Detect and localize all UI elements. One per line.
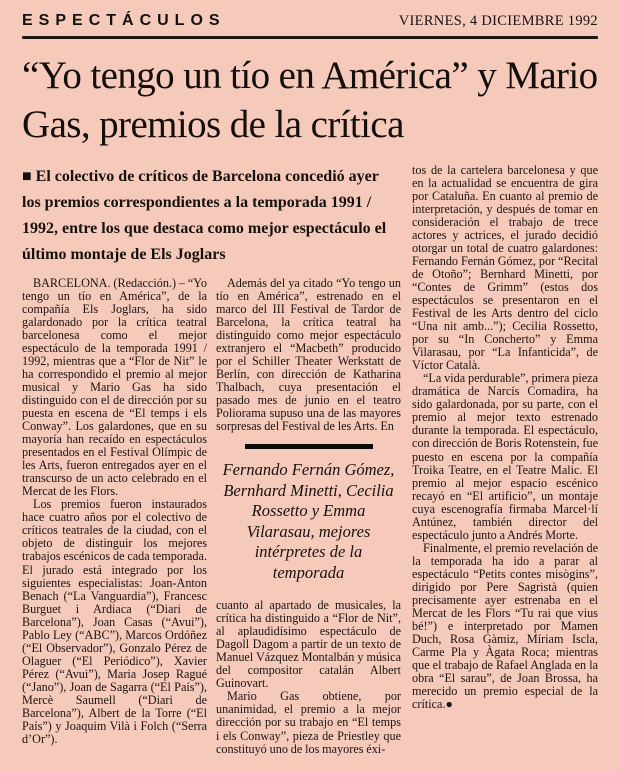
paragraph: “La vida perdurable”, primera pieza dramática de Narcís Comadira, ha sido galardonada, por su parte, con el premio al mejor texto estrenado durante la temporada. El espectáculo, con dirección de Boris Rotenstein, fue puesto en escena por la compañía Troika Teatre, en el Teatre Malic. El premio al mejor espacio escénico recayó en “El artificio”, un montaje cuya escenografía firmaba Marcel·lí Antúnez, también director del espectáculo junto a Andrés Morte. bbox=[412, 371, 598, 542]
paragraph: Los premios fueron instaurados hace cuatro años por el colectivo de críticos teatrales de la ciudad, con el objeto de distinguir los mejores trabajos escénicos de cada temporada. El jurado está integrado por los siguientes especialistas: Joan-Anton Benach (“La Vanguardia”), Francesc Burguet i Ardiaca (“Diari de Barcelona”), Joan Casas (“Avui”), Pablo Ley (“ABC”), Marcos Ordóñez (“El Observador”), Gonzalo Pérez de Olaguer (“El Periódico”), Xavier Pérez (“Avui”), Maria Josep Ragué (“Jano”), Joan de Sagarra (“El País”), Mercè Saumell (“Diari de Barcelona”), Albert de la Torre (“El País”) y Joaquim Vilà i Folch (“Serra d’Or”). bbox=[22, 497, 207, 747]
article-headline: “Yo tengo un tío en América” y Mario Gas, premios de la crítica bbox=[22, 53, 598, 146]
paragraph: BARCELONA. (Redacción.) – “Yo tengo un tío en América”, de la compañía Els Joglars, ha sido galardonado por la crítica teatral barcelonesa como el mejor espectáculo de la temporada 1991 / 1992, mientras que a “Flor de Nit” le ha correspondido el premio al mejor musical y Mario Gas ha sido distinguido con el de dirección por su puesta en escena de “El temps i els Conway”. Los galardones, que en su mayoría han recaído en espectáculos presentados en el Festival Olímpic de les Arts, fueron entregados ayer en el transcurso de un acto celebrado en el Mercat de les Flors. bbox=[22, 275, 207, 499]
paragraph: Además del ya citado “Yo tengo un tío en América”, estrenado en el marco del III Festival de Tardor de Barcelona, la crítica teatral ha distinguido como mejor espectáculo extranjero el “Macbeth” producido por el Schiller Theater Werkstatt de Berlín, con dirección de Katharina Thalbach, cuya presentación el pasado mes de junio en el teatro Poliorama supuso una de las mayores sorpresas del Festival de les Arts. En bbox=[216, 275, 401, 434]
paragraph: cuanto al apartado de musicales, la crítica ha distinguido a “Flor de Nit”, al aplaudidísimo espectáculo de Dagoll Dagom a partir de un texto de Manuel Vázquez Montalbán y música del compositor catalán Albert Guinovart. bbox=[216, 598, 401, 691]
left-region bbox=[22, 164, 401, 756]
paragraph: tos de la cartelera barcelonesa y que en la actualidad se encuentra de gira por Cataluña. En cuanto al premio de interpretación, y después de tomar en consideración el trabajo de trece actores y actrices, el jurado decidió otorgar un total de cuatro galardones: Fernando Fernán Gómez, por “Recital de Otoño”; Bernhard Minetti, por “Contes de Grimm” (estos dos espectáculos se presentaron en el Festival de les Arts dentro del ciclo “Una nit amb...”); Cecilia Rossetto, por su “In Concherto” y Emma Vilarasau, por “La Infanticida”, de Víctor Català. bbox=[412, 162, 598, 373]
header-rule bbox=[22, 36, 598, 39]
pull-quote: Fernando Fernán Gómez, Bernhard Minetti, Cecilia Rossetto y Emma Vilarasau, mejores intérpretes de la temporada bbox=[222, 460, 395, 582]
pull-quote-rule bbox=[245, 444, 373, 449]
paragraph: Mario Gas obtiene, por unanimidad, el premio a la mejor dirección por su trabajo en “El temps i els Conway”, pieza de Priestley que constituyó uno de los mayores éxi- bbox=[216, 689, 401, 756]
masthead bbox=[22, 12, 598, 30]
sub-columns bbox=[22, 277, 401, 756]
paragraph: Finalmente, el premio revelación de la temporada ha ido a parar al espectáculo “Petits contes misògins”, dirigido por Pere Sagristà (quien precisamente ayer estrenaba en el Mercat de les Flors “Tu rai que vius bé!”) e interpretado por Mamen Duch, Rosa Gàmiz, Míriam Iscla, Carme Pla y Àgata Roca; mientras que el trabajo de Rafael Anglada en la obra “El sarau”, de Joan Brossa, ha merecido un premio especial de la crítica.● bbox=[412, 540, 598, 712]
text-column-1 bbox=[22, 277, 207, 756]
edition-date: VIERNES, 4 DICIEMBRE 1992 bbox=[398, 13, 598, 29]
article-body bbox=[22, 164, 598, 756]
lead-paragraph: ■ El colectivo de críticos de Barcelona concedió ayer los premios correspondientes a la temporada 1991 / 1992, entre los que destaca como mejor espectáculo el último montaje de Els Joglars bbox=[22, 167, 387, 263]
text-column-2 bbox=[216, 277, 401, 756]
page-header bbox=[22, 12, 598, 39]
text-column-3 bbox=[412, 164, 598, 756]
section-label: ESPECTÁCULOS bbox=[22, 12, 226, 29]
